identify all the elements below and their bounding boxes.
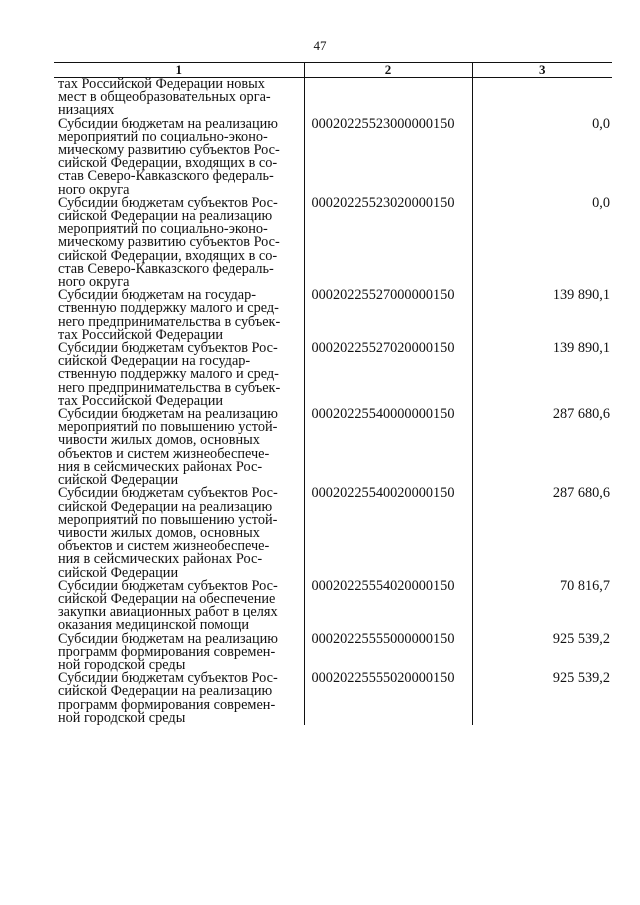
row-description: Субсидии бюджетам на реализацию мероприятий по повышению устой- чивости жилых домов, основных объектов и систем жизнеобеспече- ния в сейсмических районах Рос- сийской Федерации	[58, 406, 278, 489]
row-value: 287 680,6	[472, 408, 612, 487]
row-description: Субсидии бюджетам на государ- ственную поддержку малого и сред- него предпринимательства в субъек- тах Российской Федерации	[58, 287, 281, 343]
budget-table	[54, 62, 612, 725]
row-code: 00020225554020000150	[304, 580, 472, 633]
row-value: 70 816,7	[472, 580, 612, 633]
row-code: 00020225555000000150	[304, 633, 472, 673]
column-header-2: 2	[304, 63, 472, 78]
row-code	[304, 78, 472, 118]
row-value: 139 890,1	[472, 342, 612, 408]
table-row	[54, 633, 612, 673]
page-number: 47	[313, 38, 327, 53]
table-row	[54, 78, 612, 118]
table-row	[54, 672, 612, 725]
row-code: 00020225523000000150	[304, 118, 472, 197]
row-description: Субсидии бюджетам субъектов Рос- сийской Федерации на реализацию мероприятий по повышению устой- чивости жилых домов, основных объектов и систем жизнеобеспече- ния в сейсмических районах Рос- сийской Федерации	[58, 485, 278, 581]
table-row	[54, 118, 612, 197]
table-row	[54, 197, 612, 289]
table-row	[54, 289, 612, 342]
row-value: 0,0	[472, 118, 612, 197]
row-code: 00020225527000000150	[304, 289, 472, 342]
row-description: Субсидии бюджетам субъектов Рос- сийской Федерации на обеспечение закупки авиационных работ в целях оказания медицинской помощи	[58, 577, 278, 634]
row-description: Субсидии бюджетам на реализацию мероприятий по социально-эконо- мическому развитию субъектов Рос- сийской Федерации, входящих в со- став Северо-Кавказского федераль- ного округа	[58, 115, 280, 198]
row-value: 287 680,6	[472, 487, 612, 579]
row-code: 00020225555020000150	[304, 672, 472, 725]
row-value	[472, 78, 612, 118]
row-value: 925 539,2	[472, 633, 612, 673]
row-description: Субсидии бюджетам на реализацию программ формирования современ- ной городской среды	[58, 630, 278, 673]
row-code: 00020225527020000150	[304, 342, 472, 408]
row-description: Субсидии бюджетам субъектов Рос- сийской Федерации на реализацию мероприятий по социально-эконо- мическому развитию субъектов Рос- сийской Федерации, входящих в со- став Северо-Кавказского федераль- ного округа	[58, 194, 280, 291]
row-code: 00020225540020000150	[304, 487, 472, 579]
table-row	[54, 580, 612, 633]
row-code: 00020225540000000150	[304, 408, 472, 487]
row-description: Субсидии бюджетам субъектов Рос- сийской Федерации на государ- ственную поддержку малого и сред- него предпринимательства в субъек- тах Российской Федерации	[58, 340, 281, 409]
table-row	[54, 342, 612, 408]
row-description: тах Российской Федерации новых мест в общеобразовательных орга- низациях	[58, 76, 271, 119]
column-header-1: 1	[54, 63, 304, 78]
row-value: 925 539,2	[472, 672, 612, 725]
table-row	[54, 487, 612, 579]
row-value: 139 890,1	[472, 289, 612, 342]
table-row	[54, 408, 612, 487]
column-header-3: 3	[472, 63, 612, 78]
row-description: Субсидии бюджетам субъектов Рос- сийской Федерации на реализацию программ формирования современ- ной городской среды	[58, 670, 278, 726]
row-value: 0,0	[472, 197, 612, 289]
row-code: 00020225523020000150	[304, 197, 472, 289]
